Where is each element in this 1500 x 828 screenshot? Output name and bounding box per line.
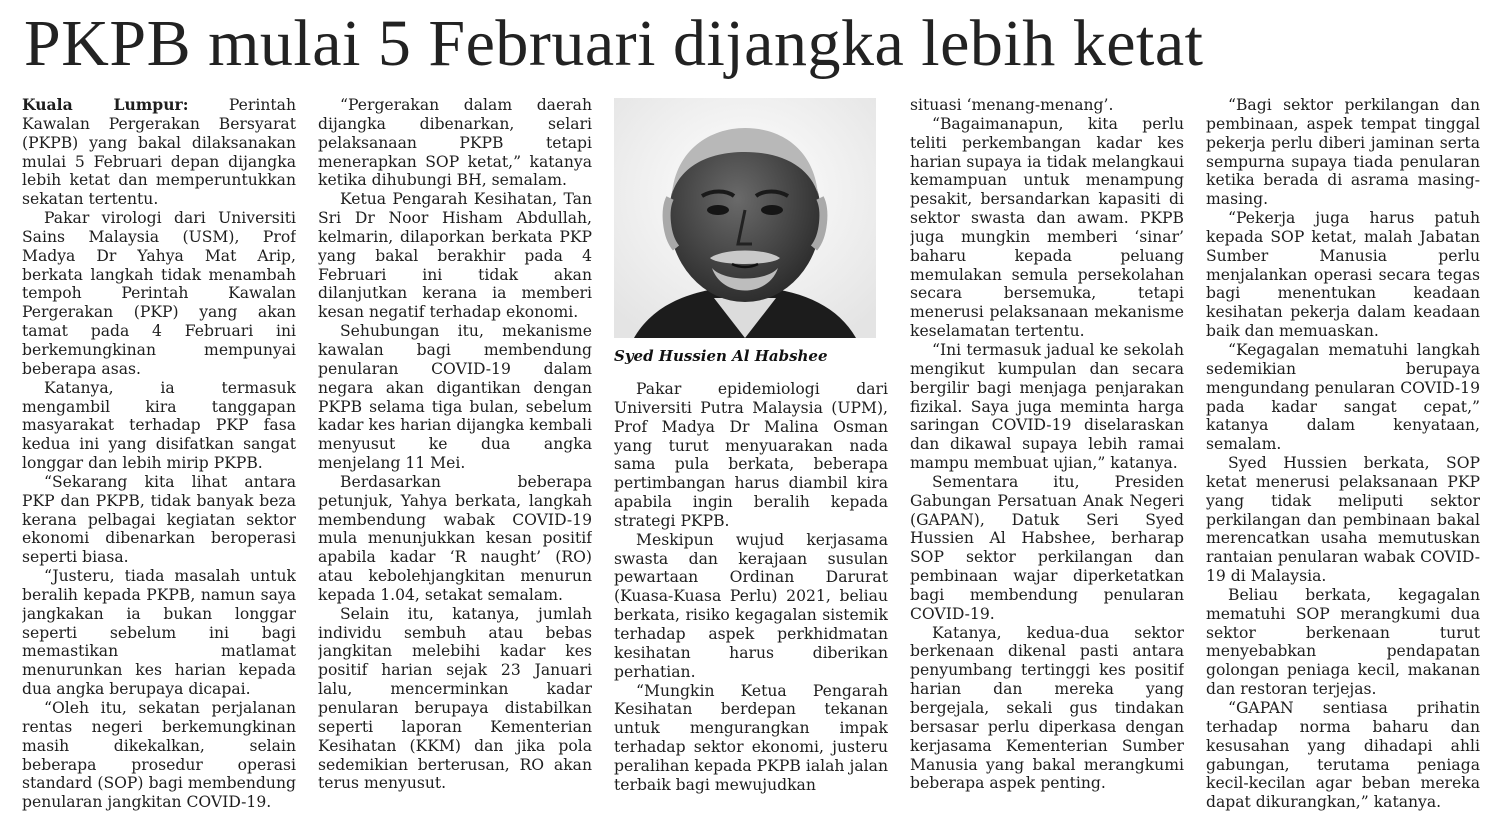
paragraph: “Justeru, tiada masalah untuk beralih kepada PKPB, namun saya jangkakan ia bukan longgar seperti sebelum ini bagi memastikan matlamat menurunkan kes harian kepada dua angka berupaya dicapai. xyxy=(22,567,296,699)
paragraph: “Mungkin Ketua Pengarah Kesihatan berdepan tekanan untuk mengurangkan impak terhadap sektor ekonomi, justeru peralihan kepada PKPB ialah jalan terbaik bagi mewujudkan xyxy=(614,681,888,794)
article-column-5 xyxy=(1206,96,1480,820)
article-column-3 xyxy=(614,380,888,820)
article-column-4 xyxy=(910,96,1184,820)
paragraph: situasi ‘menang-menang’. xyxy=(910,96,1114,114)
paragraph: “GAPAN sentiasa prihatin terhadap norma baharu dan kesusahan yang dihadapi ahli gabungan, terutama peniaga kecil-kecilan agar beban mereka dapat dikurangkan,” katanya. xyxy=(1206,699,1480,812)
paragraph: Katanya, kedua-dua sektor berkenaan dikenal pasti antara penyumbang tertinggi kes positif harian dan mereka yang bergejala, sekali gus tindakan bersasar perlu diperkasa dengan kerjasama Kementerian Sumber Manusia yang bakal merangkumi beberapa aspek penting. xyxy=(910,623,1184,793)
paragraph: Sehubungan itu, mekanisme kawalan bagi membendung penularan COVID-19 dalam negara akan digantikan dengan PKPB selama tiga bulan, sebelum kadar kes harian dijangka kembali menyusut ke dua angka menjelang 11 Mei. xyxy=(318,322,592,473)
paragraph: Syed Hussien berkata, SOP ketat menerusi pelaksanaan PKP yang tidak meliputi sektor perkilangan dan pembinaan bakal merencatkan usaha memutuskan rantaian penularan wabak COVID-19 di Malaysia. xyxy=(1206,454,1480,586)
paragraph: Sementara itu, Presiden Gabungan Persatuan Anak Negeri (GAPAN), Datuk Seri Syed Hussien Al Habshee, berharap SOP sektor perkilangan dan pembinaan wajar diperketatkan bagi membendung penularan COVID-19. xyxy=(910,472,1184,623)
article-column-1 xyxy=(22,96,296,820)
dateline: Kuala Lumpur: xyxy=(22,96,189,114)
portrait-photo xyxy=(614,98,876,338)
paragraph: Berdasarkan beberapa petunjuk, Yahya berkata, langkah membendung wabak COVID-19 mula menunjukkan kesan positif apabila kadar ‘R naught’ (RO) atau kebolehjangkitan menurun kepada 1.04, setakat semalam. xyxy=(318,472,592,604)
paragraph: Beliau berkata, kegagalan mematuhi SOP merangkumi dua sektor berkenaan turut menyebabkan pendapatan golongan peniaga kecil, makanan dan restoran terjejas. xyxy=(1206,585,1480,699)
paragraph: “Bagi sektor perkilangan dan pembinaan, aspek tempat tinggal pekerja perlu diberi jaminan serta sempurna supaya tiada penularan ketika berada di asrama masing-masing. xyxy=(1206,96,1480,209)
paragraph: “Pekerja juga harus patuh kepada SOP ketat, malah Jabatan Sumber Manusia perlu menjalankan operasi secara tegas bagi menentukan keadaan kesihatan pekerja dalam keadaan baik dan memuaskan. xyxy=(1206,209,1480,341)
paragraph: Pakar epidemiologi dari Universiti Putra Malaysia (UPM), Prof Madya Dr Malina Osman yang turut menyuarakan nada sama pula berkata, beberapa pertimbangan harus diambil kira apabila ingin beralih kepada strategi PKPB. xyxy=(614,380,888,530)
paragraph-text: Perintah Kawalan Pergerakan Bersyarat (PKPB) yang bakal dilaksanakan mulai 5 Februari depan dijangka lebih ketat dan memperuntukkan sekatan tertentu. xyxy=(22,96,296,209)
photo-caption: Syed Hussien Al Habshee xyxy=(614,347,828,365)
paragraph: Selain itu, katanya, jumlah individu sembuh atau bebas jangkitan melebihi kadar kes positif harian sejak 23 Januari lalu, mencerminkan kadar penularan berupaya distabilkan seperti laporan Kementerian Kesihatan (KKM) dan jika pola sedemikian berterusan, RO akan terus menyusut. xyxy=(318,604,592,793)
paragraph: “Kegagalan mematuhi langkah sedemikian berupaya mengundang penularan COVID-19 pada kadar sangat cepat,” katanya dalam kenyataan, semalam. xyxy=(1206,340,1480,454)
paragraph: “Oleh itu, sekatan perjalanan rentas negeri berkemungkinan masih dikekalkan, selain beberapa prosedur operasi standard (SOP) bagi membendung penularan jangkitan COVID-19. xyxy=(22,699,296,812)
paragraph: “Bagaimanapun, kita perlu teliti perkembangan kadar kes harian supaya ia tidak melangkaui kemampuan untuk menampung pesakit, bersandarkan kapasiti di sektor swasta dan awam. PKPB juga mungkin memberi ‘sinar’ baharu kepada peluang memulakan semula persekolahan secara bersemuka, tetapi menerusi pelaksanaan mekanisme keselamatan tertentu. xyxy=(910,114,1184,341)
paragraph xyxy=(22,96,296,209)
paragraph: “Ini termasuk jadual ke sekolah mengikut kumpulan dan secara bergilir bagi menjaga penjarakan fizikal. Saya juga meminta harga saringan COVID-19 diselaraskan dan dikawal supaya lebih ramai mampu membuat ujian,” katanya. xyxy=(910,340,1184,473)
paragraph: Pakar virologi dari Universiti Sains Malaysia (USM), Prof Madya Dr Yahya Mat Arip, berkata langkah tidak menambah tempoh Perintah Kawalan Pergerakan (PKP) yang akan tamat pada 4 Februari ini berkemungkinan mempunyai beberapa asas. xyxy=(22,209,296,378)
paragraph: “Pergerakan dalam daerah dijangka dibenarkan, selari pelaksanaan PKPB tetapi menerapkan SOP ketat,” katanya ketika dihubungi BH, semalam. xyxy=(318,96,592,190)
paragraph: “Sekarang kita lihat antara PKP dan PKPB, tidak banyak beza kerana pelbagai kegiatan sektor ekonomi dibenarkan beroperasi seperti biasa. xyxy=(22,472,296,567)
paragraph: Meskipun wujud kerjasama swasta dan kerajaan susulan pewartaan Ordinan Darurat (Kuasa-Kuasa Perlu) 2021, beliau berkata, risiko kegagalan sistemik terhadap aspek perkhidmatan kesihatan harus diberikan perhatian. xyxy=(614,530,888,681)
paragraph: Katanya, ia termasuk mengambil kira tanggapan masyarakat terhadap PKP fasa kedua ini yang disifatkan sangat longgar dan lebih mirip PKPB. xyxy=(22,378,296,473)
paragraph: Ketua Pengarah Kesihatan, Tan Sri Dr Noor Hisham Abdullah, kelmarin, dilaporkan berkata PKP yang bakal berakhir pada 4 Februari ini tidak akan dilanjutkan kerana ia memberi kesan negatif terhadap ekonomi. xyxy=(318,190,592,322)
article-column-2 xyxy=(318,96,592,820)
headline: PKPB mulai 5 Februari dijangka lebih ketat xyxy=(24,7,1204,80)
